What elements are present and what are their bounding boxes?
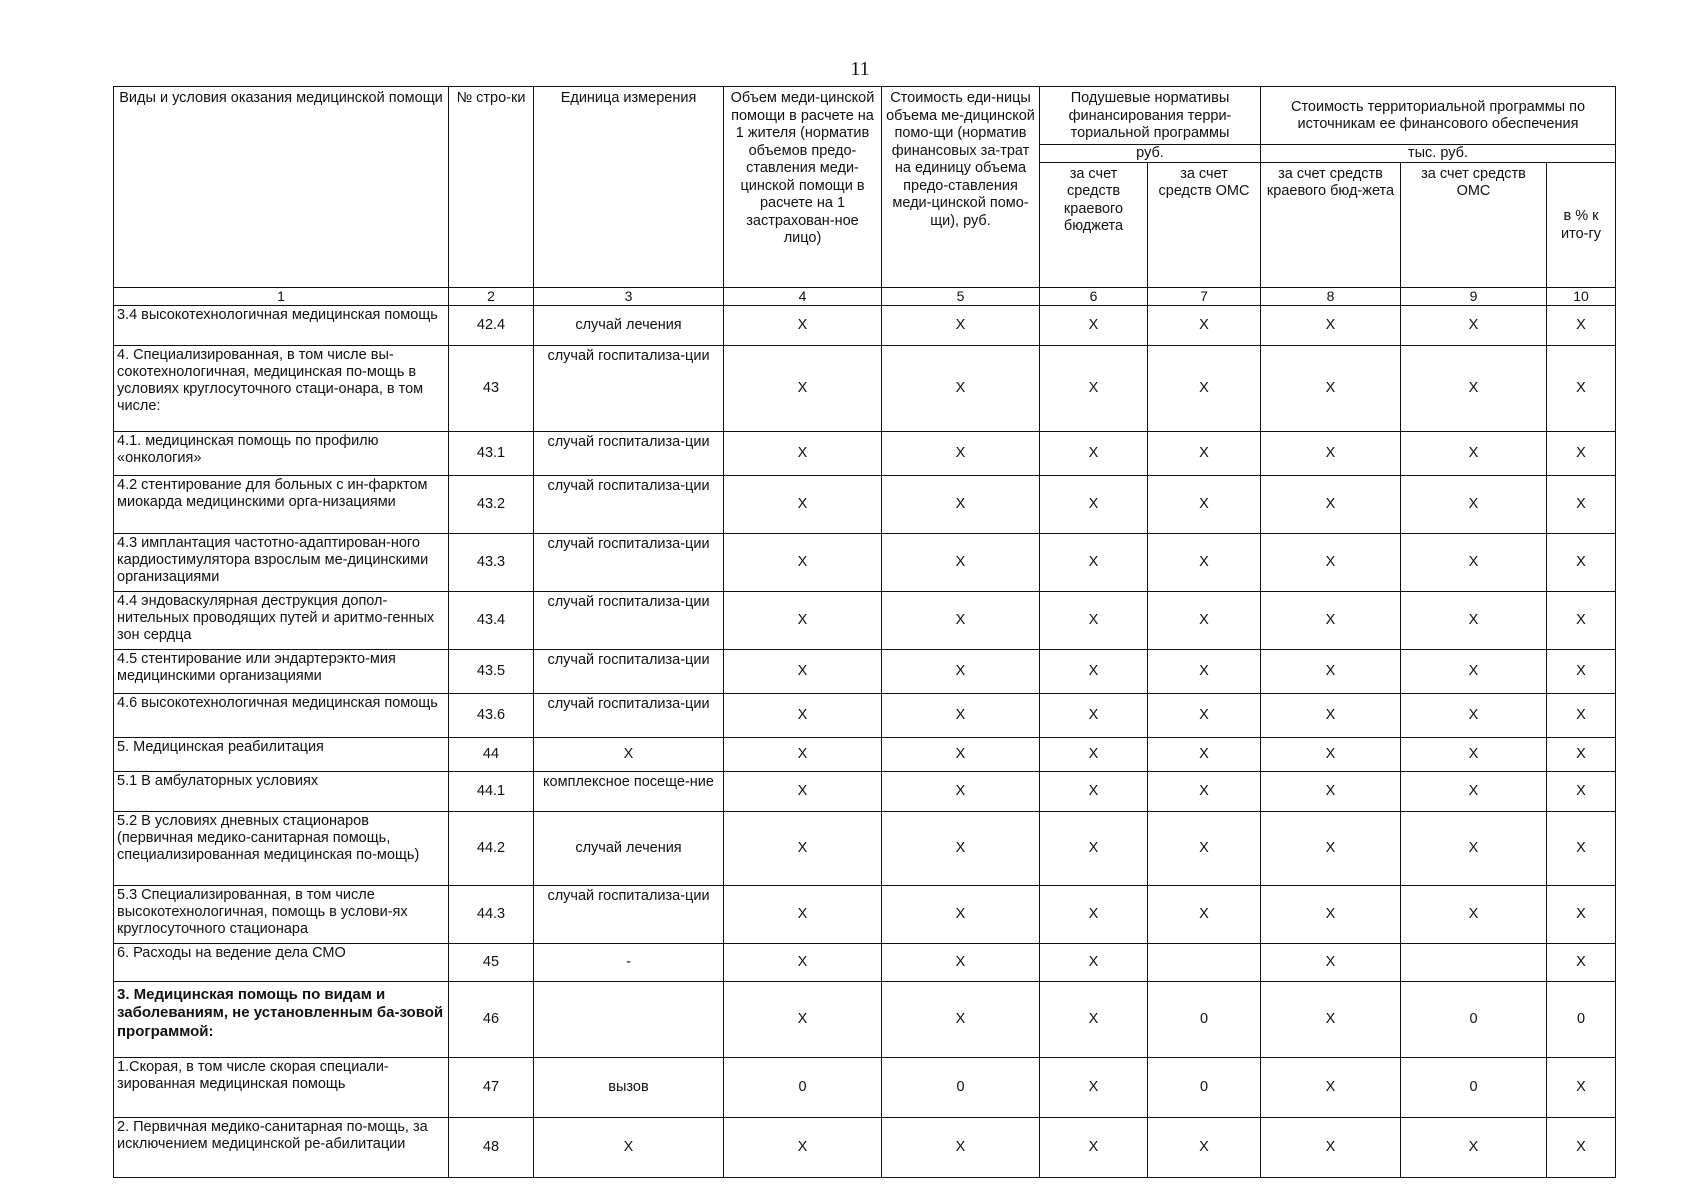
value-cell-c4: X — [724, 305, 882, 345]
care-type-cell: 2. Первичная медико-санитарная по-мощь, за исключением медицинской ре-абилитации — [114, 1117, 449, 1177]
unit-cell: вызов — [534, 1057, 724, 1117]
unit-cell: случай госпитализа-ции — [534, 431, 724, 475]
value-cell-c10: X — [1547, 737, 1616, 771]
value-cell-c7: X — [1148, 475, 1261, 533]
unit-cell: случай лечения — [534, 811, 724, 885]
row-number-cell: 43.3 — [449, 533, 534, 591]
value-cell-c8: X — [1261, 305, 1401, 345]
unit-cell: случай госпитализа-ции — [534, 345, 724, 431]
value-cell-c10: X — [1547, 943, 1616, 981]
value-cell-c7: X — [1148, 811, 1261, 885]
unit-cell: случай госпитализа-ции — [534, 649, 724, 693]
header-care-type: Виды и условия оказания медицинской помощи — [114, 87, 449, 288]
value-cell-c9: X — [1401, 737, 1547, 771]
table-row — [114, 649, 1616, 693]
value-cell-c9: X — [1401, 475, 1547, 533]
value-cell-c7: 0 — [1148, 1057, 1261, 1117]
value-cell-c7: X — [1148, 533, 1261, 591]
care-type-cell: 5.3 Специализированная, в том числе высокотехнологичная, помощь в услови-ях круглосуточного стационара — [114, 885, 449, 943]
value-cell-c6: X — [1040, 533, 1148, 591]
unit-cell: X — [534, 737, 724, 771]
care-type-cell: 4.4 эндоваскулярная деструкция допол-нительных проводящих путей и аритмо-генных зон сердца — [114, 591, 449, 649]
header-regional-budget-thousand: за счет средств краевого бюд-жета — [1261, 162, 1401, 287]
unit-cell: случай госпитализа-ции — [534, 693, 724, 737]
header-unit-cost: Стоимость еди-ницы объема ме-дицинской помо-щи (норматив финансовых за-трат на единицу объема предо-ставления меди-цинской помо-щи), руб. — [882, 87, 1040, 288]
column-number: 9 — [1401, 287, 1547, 305]
value-cell-c10: X — [1547, 771, 1616, 811]
value-cell-c4: X — [724, 533, 882, 591]
value-cell-c10: X — [1547, 533, 1616, 591]
value-cell-c8: X — [1261, 345, 1401, 431]
care-type-cell: 3.4 высокотехнологичная медицинская помощь — [114, 305, 449, 345]
value-cell-c5: X — [882, 649, 1040, 693]
value-cell-c7: X — [1148, 885, 1261, 943]
value-cell-c8: X — [1261, 693, 1401, 737]
value-cell-c8: X — [1261, 943, 1401, 981]
row-number-cell: 43.1 — [449, 431, 534, 475]
row-number-cell: 45 — [449, 943, 534, 981]
care-type-cell: 5. Медицинская реабилитация — [114, 737, 449, 771]
value-cell-c7: X — [1148, 649, 1261, 693]
value-cell-c7: X — [1148, 591, 1261, 649]
value-cell-c8: X — [1261, 475, 1401, 533]
value-cell-c10: X — [1547, 431, 1616, 475]
value-cell-c10: X — [1547, 1117, 1616, 1177]
table-row — [114, 885, 1616, 943]
value-cell-c9: X — [1401, 1117, 1547, 1177]
column-number: 2 — [449, 287, 534, 305]
value-cell-c8: X — [1261, 1117, 1401, 1177]
value-cell-c5: X — [882, 943, 1040, 981]
header-unit: Единица измерения — [534, 87, 724, 288]
row-number-cell: 43.6 — [449, 693, 534, 737]
column-number: 5 — [882, 287, 1040, 305]
row-number-cell: 48 — [449, 1117, 534, 1177]
header-per-capita-group: Подушевые нормативы финансирования терри-ториальной программы — [1040, 87, 1261, 145]
value-cell-c8: X — [1261, 981, 1401, 1057]
value-cell-c4: X — [724, 345, 882, 431]
value-cell-c7: X — [1148, 771, 1261, 811]
table-row — [114, 345, 1616, 431]
value-cell-c6: X — [1040, 1117, 1148, 1177]
value-cell-c5: X — [882, 693, 1040, 737]
value-cell-c10: X — [1547, 693, 1616, 737]
value-cell-c9: X — [1401, 533, 1547, 591]
value-cell-c5: X — [882, 533, 1040, 591]
value-cell-c10: X — [1547, 811, 1616, 885]
column-number: 4 — [724, 287, 882, 305]
value-cell-c7 — [1148, 943, 1261, 981]
care-type-cell: 6. Расходы на ведение дела СМО — [114, 943, 449, 981]
value-cell-c7: X — [1148, 431, 1261, 475]
value-cell-c4: X — [724, 811, 882, 885]
value-cell-c5: X — [882, 737, 1040, 771]
value-cell-c5: X — [882, 475, 1040, 533]
row-number-cell: 44.1 — [449, 771, 534, 811]
header-percent-total: в % к ито-гу — [1547, 162, 1616, 287]
value-cell-c5: X — [882, 591, 1040, 649]
value-cell-c4: X — [724, 649, 882, 693]
row-number-cell: 47 — [449, 1057, 534, 1117]
value-cell-c4: X — [724, 475, 882, 533]
unit-cell: случай госпитализа-ции — [534, 475, 724, 533]
unit-cell — [534, 981, 724, 1057]
header-unit-thousand-rub: тыс. руб. — [1261, 144, 1616, 162]
value-cell-c9: X — [1401, 649, 1547, 693]
table-row — [114, 533, 1616, 591]
value-cell-c5: X — [882, 885, 1040, 943]
value-cell-c8: X — [1261, 649, 1401, 693]
page-number: 11 — [850, 58, 870, 80]
value-cell-c4: X — [724, 981, 882, 1057]
header-oms-thousand: за счет средств ОМС — [1401, 162, 1547, 287]
value-cell-c9: X — [1401, 885, 1547, 943]
unit-cell: комплексное посеще-ние — [534, 771, 724, 811]
value-cell-c6: X — [1040, 305, 1148, 345]
column-number: 10 — [1547, 287, 1616, 305]
value-cell-c6: X — [1040, 943, 1148, 981]
header-regional-budget-rub: за счет средств краевого бюджета — [1040, 162, 1148, 287]
table-row — [114, 943, 1616, 981]
value-cell-c8: X — [1261, 591, 1401, 649]
value-cell-c10: X — [1547, 345, 1616, 431]
value-cell-c5: X — [882, 431, 1040, 475]
value-cell-c6: X — [1040, 885, 1148, 943]
value-cell-c9: X — [1401, 345, 1547, 431]
value-cell-c9: X — [1401, 771, 1547, 811]
value-cell-c9: X — [1401, 591, 1547, 649]
column-number: 6 — [1040, 287, 1148, 305]
care-type-cell: 3. Медицинская помощь по видам и заболеваниям, не установленным ба-зовой программой: — [114, 981, 449, 1057]
financing-table — [113, 86, 1616, 1178]
value-cell-c6: X — [1040, 431, 1148, 475]
value-cell-c8: X — [1261, 533, 1401, 591]
value-cell-c5: 0 — [882, 1057, 1040, 1117]
value-cell-c9: X — [1401, 811, 1547, 885]
column-number: 8 — [1261, 287, 1401, 305]
value-cell-c9: X — [1401, 305, 1547, 345]
row-number-cell: 44 — [449, 737, 534, 771]
care-type-cell: 4. Специализированная, в том числе вы-сокотехнологичная, медицинская по-мощь в условиях круглосуточного стаци-онара, в том числе: — [114, 345, 449, 431]
care-type-cell: 4.6 высокотехнологичная медицинская помощь — [114, 693, 449, 737]
unit-cell: случай госпитализа-ции — [534, 591, 724, 649]
value-cell-c4: X — [724, 943, 882, 981]
row-number-cell: 43 — [449, 345, 534, 431]
value-cell-c10: X — [1547, 591, 1616, 649]
row-number-cell: 43.2 — [449, 475, 534, 533]
value-cell-c9 — [1401, 943, 1547, 981]
value-cell-c10: X — [1547, 305, 1616, 345]
value-cell-c9: X — [1401, 693, 1547, 737]
table-row — [114, 1057, 1616, 1117]
care-type-cell: 5.1 В амбулаторных условиях — [114, 771, 449, 811]
value-cell-c4: X — [724, 737, 882, 771]
header-oms-rub: за счет средств ОМС — [1148, 162, 1261, 287]
column-number: 7 — [1148, 287, 1261, 305]
table-row — [114, 737, 1616, 771]
value-cell-c6: X — [1040, 693, 1148, 737]
unit-cell: случай лечения — [534, 305, 724, 345]
value-cell-c6: X — [1040, 591, 1148, 649]
unit-cell: случай госпитализа-ции — [534, 885, 724, 943]
value-cell-c7: X — [1148, 737, 1261, 771]
table-row — [114, 811, 1616, 885]
value-cell-c4: X — [724, 591, 882, 649]
value-cell-c4: X — [724, 1117, 882, 1177]
row-number-cell: 42.4 — [449, 305, 534, 345]
value-cell-c5: X — [882, 305, 1040, 345]
value-cell-c6: X — [1040, 649, 1148, 693]
value-cell-c10: X — [1547, 475, 1616, 533]
value-cell-c10: 0 — [1547, 981, 1616, 1057]
value-cell-c6: X — [1040, 771, 1148, 811]
value-cell-c5: X — [882, 1117, 1040, 1177]
row-number-cell: 44.2 — [449, 811, 534, 885]
unit-cell: случай госпитализа-ции — [534, 533, 724, 591]
value-cell-c4: X — [724, 885, 882, 943]
value-cell-c9: 0 — [1401, 981, 1547, 1057]
row-number-cell: 46 — [449, 981, 534, 1057]
value-cell-c6: X — [1040, 981, 1148, 1057]
table-row — [114, 305, 1616, 345]
care-type-cell: 4.5 стентирование или эндартерэкто-мия медицинскими организациями — [114, 649, 449, 693]
table-row — [114, 591, 1616, 649]
table-row — [114, 693, 1616, 737]
unit-cell: - — [534, 943, 724, 981]
value-cell-c7: X — [1148, 305, 1261, 345]
value-cell-c7: X — [1148, 693, 1261, 737]
value-cell-c5: X — [882, 771, 1040, 811]
value-cell-c10: X — [1547, 649, 1616, 693]
header-volume: Объем меди-цинской помощи в расчете на 1 жителя (норматив объемов предо-ставления меди-цинской помощи в расчете на 1 застрахован-ное лицо) — [724, 87, 882, 288]
value-cell-c8: X — [1261, 771, 1401, 811]
value-cell-c8: X — [1261, 811, 1401, 885]
table-row — [114, 1117, 1616, 1177]
table-row — [114, 475, 1616, 533]
value-cell-c7: 0 — [1148, 981, 1261, 1057]
value-cell-c9: X — [1401, 431, 1547, 475]
column-number: 1 — [114, 287, 449, 305]
value-cell-c6: X — [1040, 475, 1148, 533]
row-number-cell: 43.4 — [449, 591, 534, 649]
value-cell-c10: X — [1547, 885, 1616, 943]
value-cell-c6: X — [1040, 737, 1148, 771]
care-type-cell: 1.Скорая, в том числе скорая специали-зированная медицинская помощь — [114, 1057, 449, 1117]
value-cell-c4: X — [724, 771, 882, 811]
row-number-cell: 43.5 — [449, 649, 534, 693]
value-cell-c9: 0 — [1401, 1057, 1547, 1117]
value-cell-c5: X — [882, 981, 1040, 1057]
row-number-cell: 44.3 — [449, 885, 534, 943]
table-row — [114, 431, 1616, 475]
care-type-cell: 5.2 В условиях дневных стационаров (первичная медико-санитарная помощь, специализированная медицинская по-мощь) — [114, 811, 449, 885]
value-cell-c4: X — [724, 431, 882, 475]
header-unit-rub: руб. — [1040, 144, 1261, 162]
value-cell-c6: X — [1040, 345, 1148, 431]
column-number-row — [114, 287, 1616, 305]
value-cell-c7: X — [1148, 345, 1261, 431]
value-cell-c7: X — [1148, 1117, 1261, 1177]
header-row-number: № стро-ки — [449, 87, 534, 288]
value-cell-c4: 0 — [724, 1057, 882, 1117]
value-cell-c6: X — [1040, 811, 1148, 885]
unit-cell: X — [534, 1117, 724, 1177]
care-type-cell: 4.1. медицинская помощь по профилю «онкология» — [114, 431, 449, 475]
table-row — [114, 981, 1616, 1057]
value-cell-c8: X — [1261, 431, 1401, 475]
table-row — [114, 771, 1616, 811]
care-type-cell: 4.2 стентирование для больных с ин-фарктом миокарда медицинскими орга-низациями — [114, 475, 449, 533]
value-cell-c6: X — [1040, 1057, 1148, 1117]
care-type-cell: 4.3 имплантация частотно-адаптирован-ного кардиостимулятора взрослым ме-дицинскими организациями — [114, 533, 449, 591]
value-cell-c10: X — [1547, 1057, 1616, 1117]
header-program-cost-group: Стоимость территориальной программы по источникам ее финансового обеспечения — [1261, 87, 1616, 145]
value-cell-c4: X — [724, 693, 882, 737]
value-cell-c5: X — [882, 811, 1040, 885]
value-cell-c8: X — [1261, 1057, 1401, 1117]
value-cell-c8: X — [1261, 737, 1401, 771]
value-cell-c8: X — [1261, 885, 1401, 943]
column-number: 3 — [534, 287, 724, 305]
value-cell-c5: X — [882, 345, 1040, 431]
